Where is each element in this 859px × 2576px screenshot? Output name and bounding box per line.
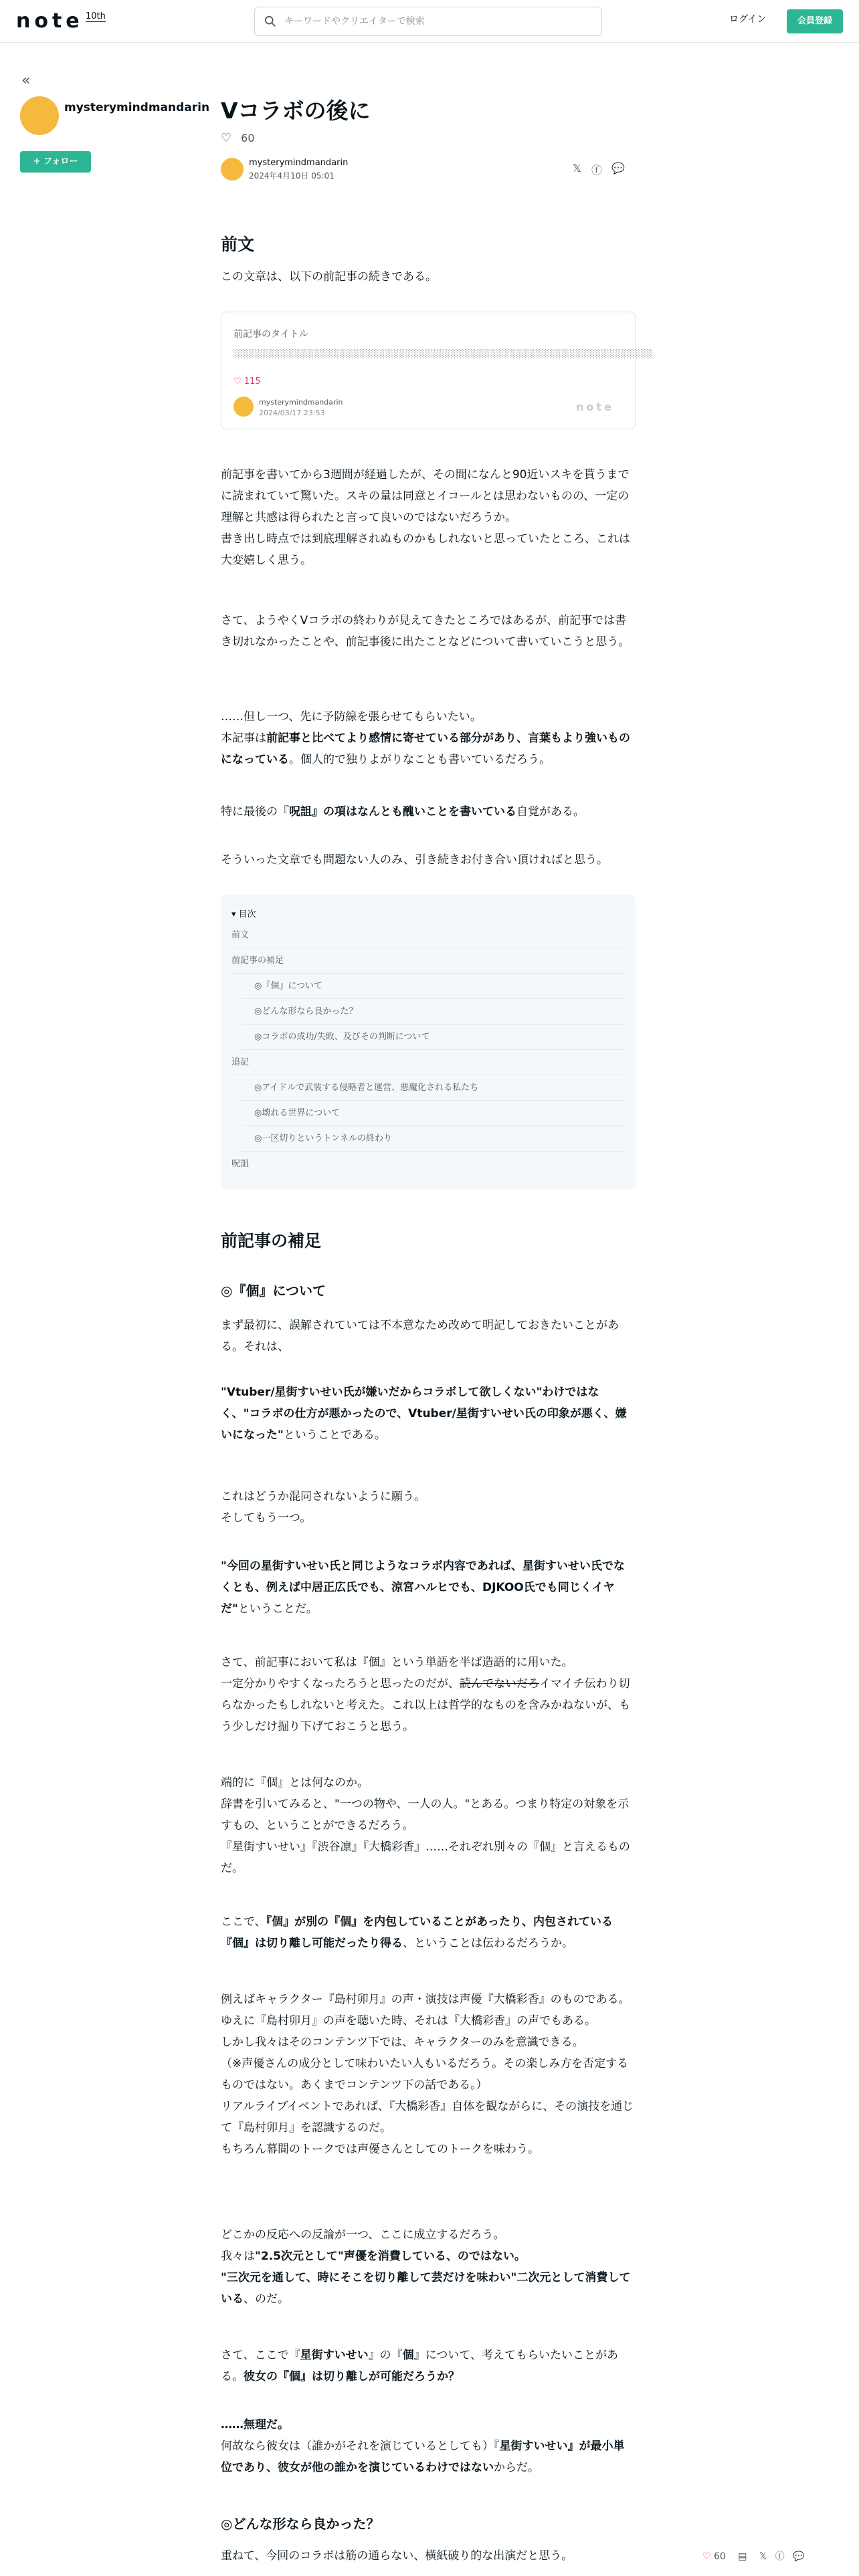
toc-item[interactable]: 前記事の補足	[231, 948, 625, 974]
toc-item[interactable]: ◎壊れる世界について	[242, 1101, 625, 1126]
embed-like	[233, 377, 261, 387]
paragraph	[221, 464, 636, 571]
follow-label: フォロー	[43, 156, 78, 167]
text: ……但し一つ、先に予防線を張らせてもらいたい。	[221, 710, 482, 724]
search-box[interactable]	[254, 7, 602, 36]
magazine-icon[interactable]: ▤	[738, 2551, 747, 2562]
paragraph	[221, 1911, 636, 1954]
top-header	[0, 0, 859, 43]
paragraph	[221, 1486, 636, 1529]
text: どこかの反応への反論が一つ、ここに成立するだろう。	[221, 2228, 505, 2242]
table-of-contents	[221, 895, 636, 1189]
bold-text: "2.5次元として"声優を消費している、のではない。	[255, 2250, 526, 2263]
paragraph	[221, 801, 636, 823]
text: 一定分かりやすくなったろうと思ったのだが、	[221, 1677, 460, 1691]
toc-item[interactable]: ◎どんな形なら良かった？	[242, 999, 625, 1025]
bold-text: 彼女の『個』は切り離しが可能だろうか？	[244, 2370, 460, 2383]
toc-item[interactable]: ◎コラボの成功/失敗、及びその判断について	[242, 1025, 625, 1050]
section-heading: 前文	[221, 235, 255, 254]
text: 本記事は	[221, 732, 266, 745]
paragraph	[221, 706, 636, 770]
bold-text: 『個』が別の『個』を内包していることがあったり、内包されている『個』は切り離し可能だったり得る	[221, 1915, 613, 1950]
facebook-share-icon[interactable]: ⓕ	[775, 2551, 785, 2562]
heart-icon[interactable]: ♡	[702, 2551, 711, 2562]
paragraph: まず最初に、誤解されていては不本意なため改めて明記しておきたいことがある。それは、	[221, 1319, 619, 1354]
text: ということだ。	[237, 1602, 318, 1616]
bold-text: "Vtuber/星街すいせい氏が嫌いだからコラボして欲しくない"わけではなく、"コラボの仕方が悪かったので、Vtuber/星街すいせい氏の印象が悪く、嫌いになった"	[221, 1386, 627, 1442]
paragraph: さて、ようやくVコラボの終わりが見えてきたところではあるが、前記事では書き切れなかったことや、前記事後に出たことなどについて書いていこうと思う。	[221, 614, 630, 649]
embed-like-count: 115	[244, 377, 261, 387]
bold-text: 呪詛』の項はなんとも醜いことを書いている	[289, 805, 516, 819]
embed-date: 2024/03/17 23:53	[259, 409, 325, 417]
collapse-sidebar-icon[interactable]: «	[21, 72, 31, 89]
like-row	[221, 131, 255, 145]
like-count: 60	[241, 132, 255, 144]
x-share-icon[interactable]: 𝕏	[573, 162, 581, 175]
float-like-count: 60	[714, 2551, 726, 2562]
bold-text: 個	[402, 2349, 414, 2362]
text: 例えばキャラクター『島村卯月』の声・演技は声優『大橋彩香』のものである。ゆえに『島村卯月』の声を聴いた時、それは『大橋彩香』の声でもある。	[221, 1993, 630, 2028]
embed-card[interactable]	[221, 312, 654, 429]
text: さて、前記事において私は『個』という単語を半ば造語的に用いた。	[221, 1656, 573, 1669]
text: 』について、考えてもらいたいことがある。	[221, 2349, 618, 2383]
caret-down-icon: ▾	[231, 909, 239, 920]
text: 『星街すいせい』『渋谷凛』『大橋彩香』……それぞれ別々の『個』と言えるものだ。	[221, 1840, 630, 1875]
paragraph: この文章は、以下の前記事の続きである。	[221, 270, 437, 284]
toc-item[interactable]: 追記	[231, 1050, 625, 1075]
text: もちろん幕間のトークでは声優さんとしてのトークを味わう。	[221, 2143, 539, 2156]
login-link[interactable]: ログイン	[729, 14, 767, 25]
toc-header[interactable]	[231, 907, 256, 920]
toc-item[interactable]: ◎一区切りというトンネルの終わり	[242, 1126, 625, 1152]
paragraph: 重ねて、今回のコラボは筋の通らない、横紙破り的な出演だと思う。	[221, 2549, 573, 2563]
text: 自覚がある。	[516, 805, 585, 819]
text: 何故なら彼女は（誰かがそれを演じているとしても）『	[221, 2440, 500, 2453]
bold-text: 前記事と比べてより感情に寄せている部分があり、言葉もより強いものになっている	[221, 732, 630, 766]
paragraph	[221, 1555, 636, 1620]
bold-text: ……無理だ。	[221, 2418, 289, 2432]
article-title: Vコラボの後に	[221, 98, 371, 124]
text: これはどうか混同されないように願う。	[221, 1490, 425, 1503]
text: 特に最後の『	[221, 805, 289, 819]
bold-text: 星街すいせい	[300, 2349, 369, 2362]
paragraph	[221, 2414, 636, 2478]
paragraph	[221, 2345, 636, 2387]
paragraph: そういった文章でも問題ない人のみ、引き続きお付き合い頂ければと思う。	[221, 853, 609, 867]
strikethrough-text: 読んでないだろ	[460, 1677, 539, 1691]
text: 端的に『個』とは何なのか。	[221, 1776, 369, 1790]
embed-avatar	[233, 397, 254, 417]
search-input[interactable]	[283, 11, 591, 31]
bold-text: "三次元を通して、時にそこを切り離して芸だけを味わい"二次元として消費している	[221, 2271, 631, 2306]
embed-note-logo: note	[576, 401, 614, 413]
bold-text: 星街すいせい』が最小単位であり、彼女が他の誰かを演じているわけではない	[221, 2440, 625, 2474]
heart-icon: ♡	[233, 377, 244, 387]
toc-item[interactable]: 前文	[231, 923, 625, 948]
text: イマイチ伝わり切らなかったもしれないと考えた。これ以上は哲学的なものを含みかねないが、もう少しだけ掘り下げておこうと思う。	[221, 1677, 630, 1733]
text: （※声優さんの成分として味わいたい人もいるだろう。その楽しみ方を否定するものではない。あくまでコンテンツ下の話である。）	[221, 2057, 629, 2092]
heart-icon[interactable]: ♡	[221, 131, 232, 145]
publish-date: 2024年4月10日 05:01	[249, 171, 335, 181]
paragraph	[221, 1989, 636, 2160]
search-icon	[264, 15, 276, 27]
text: リアルライブイベントであれば、『大橋彩香』自体を観ながらに、その演技を通じて『島村卯月』を認識するのだ。	[221, 2100, 634, 2135]
embed-desc: ░░░░░░░░░░░░░░░░░░░░░░░░░░░░░░░░░░░░░░░░░░░░░░░░░░░░░░░░░░░░░░░░░░░░	[233, 349, 654, 358]
anniversary-badge: 10th	[86, 11, 106, 21]
subsection-heading: ◎『個』について	[221, 1283, 326, 1299]
embed-author: mysterymindmandarin	[259, 398, 343, 407]
line-share-icon[interactable]: 💬	[611, 162, 625, 175]
x-share-icon[interactable]: 𝕏	[759, 2551, 767, 2562]
sidebar-author-name[interactable]: mysterymindmandarin	[64, 101, 210, 114]
text: さて、ここで『	[221, 2349, 300, 2362]
text: 辞書を引いてみると、"一つの物や、一人の人。"とある。つまり特定の対象を示すもの、ということができるだろう。	[221, 1798, 630, 1832]
bold-text: "今回の星街すいせい氏と同じようなコラボ内容であれば、星街すいせい氏でなくとも、例えば中居正広氏でも、涼宮ハルヒでも、DJKOO氏でも同じくイヤだ"	[221, 1560, 625, 1616]
text: しかし我々はそのコンテンツ下では、キャラクターのみを意識できる。	[221, 2036, 584, 2049]
author-avatar[interactable]	[20, 96, 59, 135]
author-name[interactable]: mysterymindmandarin	[249, 158, 349, 168]
signup-button[interactable]: 会員登録	[787, 9, 843, 33]
text: 我々は	[221, 2250, 255, 2263]
paragraph	[221, 1652, 636, 1737]
toc-title: 目次	[238, 909, 256, 920]
paragraph	[221, 2224, 636, 2310]
text: ここで、	[221, 1915, 266, 1929]
text: そしてもう一つ。	[221, 1511, 312, 1525]
follow-button[interactable]	[20, 151, 91, 173]
text: 』の『	[368, 2349, 403, 2362]
text: 。個人的で独りよがりなことも書いているだろう。	[289, 753, 551, 766]
text: 書き出し時点では到底理解されぬものかもしれないと思っていたところ、これは大変嬉しく思う。	[221, 532, 630, 567]
facebook-share-icon[interactable]: ⓕ	[591, 164, 603, 177]
text: 、ということは伝わるだろうか。	[403, 1937, 573, 1950]
note-logo[interactable]: note	[16, 9, 84, 33]
text: 前記事を書いてから3週間が経過したが、その間になんと90近いスキを貰うまでに読まれていて驚いた。スキの量は同意とイコールとは思わないものの、一定の理解と共感は得られたと言って良いのではないだろうか。	[221, 468, 630, 524]
text: ということである。	[283, 1428, 386, 1442]
author-small-avatar[interactable]	[221, 158, 244, 181]
section-heading: 前記事の補足	[221, 1231, 322, 1251]
subsection-heading: ◎どんな形なら良かった？	[221, 2516, 380, 2532]
text: 、のだ。	[244, 2292, 289, 2306]
line-share-icon[interactable]: 💬	[793, 2551, 805, 2562]
toc-item[interactable]: ◎アイドルで武装する侵略者と運営、悪魔化される私たち	[242, 1075, 625, 1101]
paragraph	[221, 1382, 636, 1446]
paragraph	[221, 1772, 636, 1879]
floating-action-bar	[702, 2549, 805, 2563]
text: からだ。	[494, 2461, 539, 2474]
embed-title: 前記事のタイトル	[233, 329, 308, 340]
add-user-icon: +	[33, 156, 44, 167]
toc-item[interactable]: ◎『個』について	[242, 974, 625, 999]
toc-item[interactable]: 呪詛	[231, 1159, 250, 1169]
